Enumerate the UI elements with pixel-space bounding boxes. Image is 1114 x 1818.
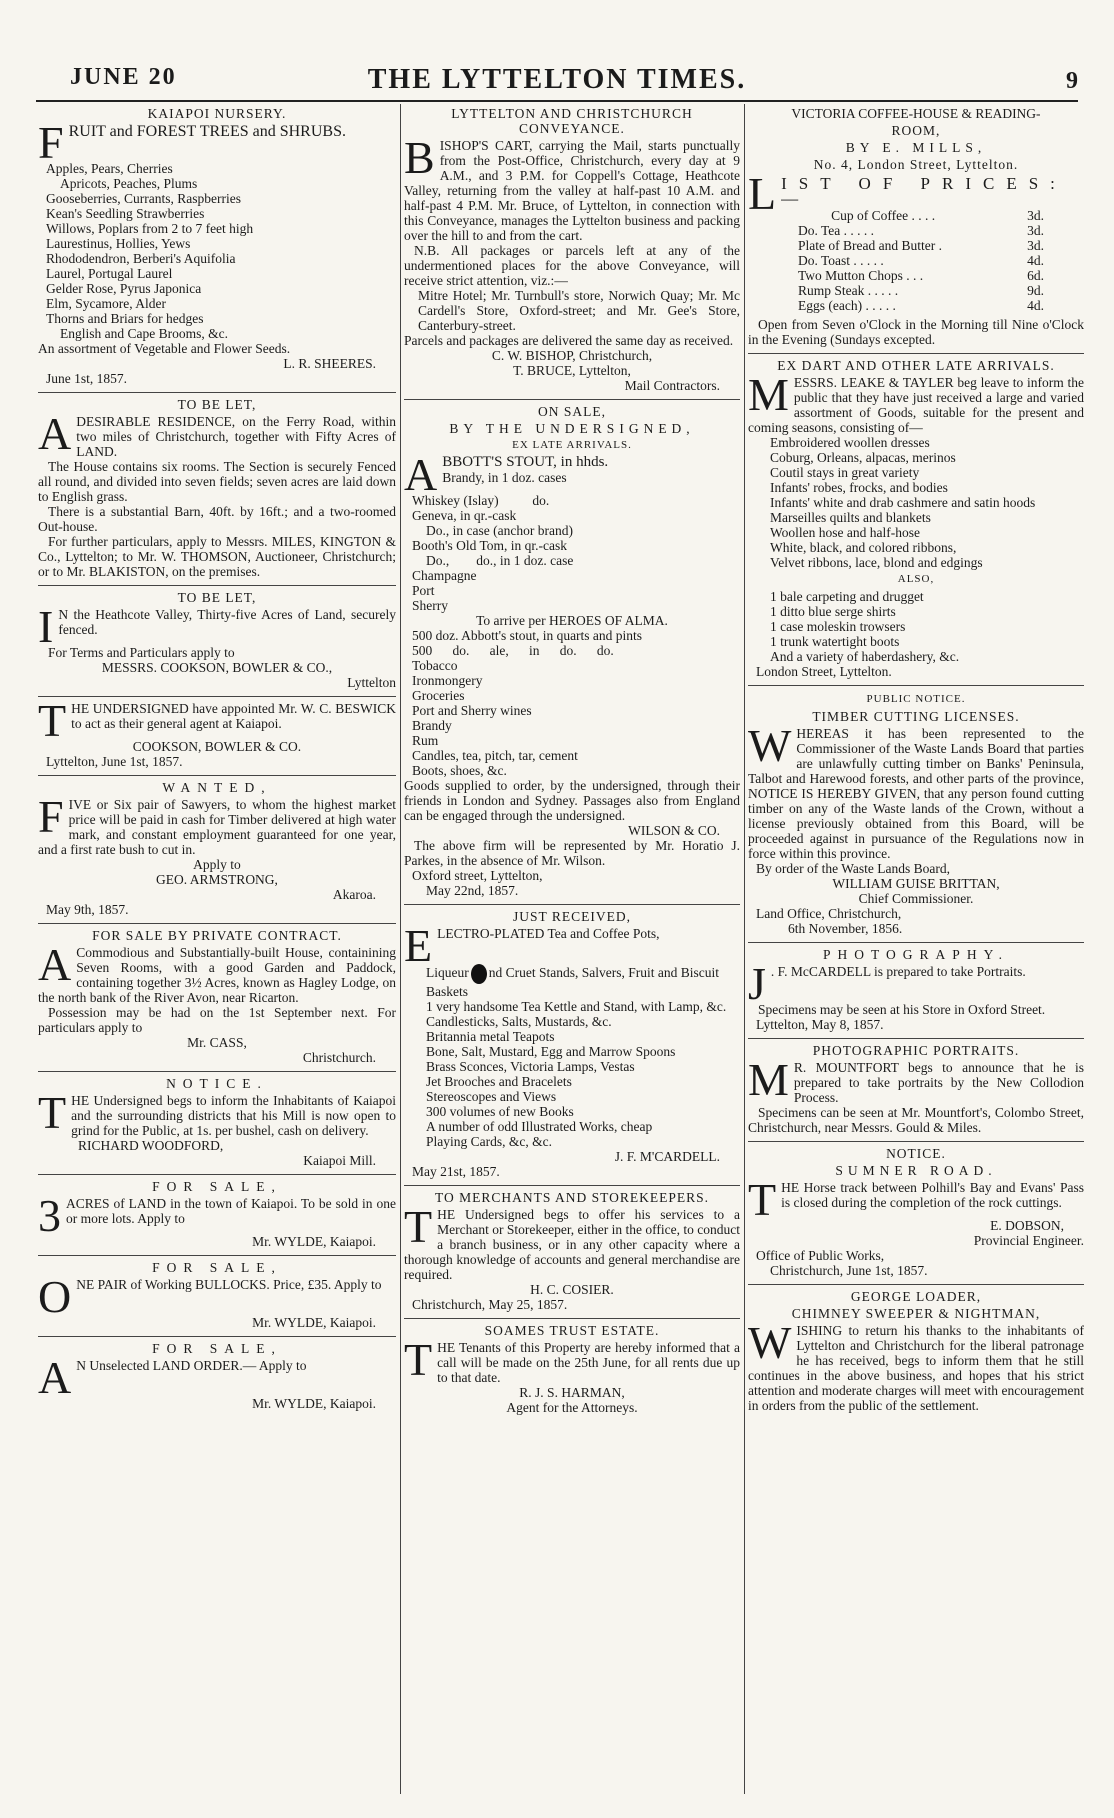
list-item: Brass Sconces, Victoria Lamps, Vestas: [426, 1059, 635, 1074]
ad-address: London Street, Lyttelton.: [756, 664, 892, 679]
ad-body: . F. McCARDELL is prepared to take Portraits.: [770, 964, 1026, 979]
drop-cap: A: [404, 449, 438, 500]
ad-title: FOR SALE,: [152, 1341, 282, 1356]
ad-signer: WILLIAM GUISE BRITTAN,: [832, 876, 1000, 891]
drop-cap: I: [38, 601, 54, 652]
ad-signer: E. DOBSON,: [990, 1218, 1064, 1233]
price-value: 9d.: [1027, 283, 1044, 298]
ad-body: DESIRABLE RESIDENCE, on the Ferry Road, within two miles of Christchurch, together with Fifty Acres of LAND.: [76, 414, 396, 459]
ad-place: Akaroa.: [332, 887, 376, 902]
ad-date: Lyttelton, May 8, 1857.: [756, 1017, 884, 1032]
list-item: Do., in case (anchor brand): [426, 523, 573, 538]
list-item: Gooseberries, Currants, Raspberries: [46, 191, 241, 206]
ad-body: HE Horse track between Polhill's Bay and Evans' Pass is closed during the completion of the rock cuttings.: [781, 1180, 1084, 1210]
ad-body: R. MOUNTFORT begs to announce that he is prepared to take portraits by the New Collodion Process.: [793, 1060, 1084, 1105]
drop-cap: O: [38, 1271, 72, 1322]
ad-paragraph: There is a substantial Barn, 40ft. by 16ft.; and a two-roomed Out-house.: [38, 504, 396, 534]
ad-address: Oxford street, Lyttelton,: [412, 868, 543, 883]
list-item: Candles, tea, pitch, tar, cement: [412, 748, 578, 763]
list-item: Britannia metal Teapots: [426, 1029, 555, 1044]
ad-paragraph: Goods supplied to order, by the undersigned, through their friends in London and Sydney. Passages also from England can be engaged through the undersigned.: [404, 778, 740, 823]
ad-body: HE Undersigned begs to inform the Inhabitants of Kaiapoi and the surrounding districts that his Mill is now open to grind for the Public, at 1s. per bushel, cash on delivery.: [71, 1093, 396, 1138]
ad-paragraph: Open from Seven o'Clock in the Morning till Nine o'Clock in the Evening (Sundays excepted.: [748, 317, 1084, 347]
drop-cap: M: [748, 1054, 789, 1105]
list-item: Coburg, Orleans, alpacas, merinos: [770, 450, 956, 465]
list-item: Elm, Sycamore, Alder: [46, 296, 166, 311]
ad-for-sale-land-order: [38, 1336, 396, 1411]
column-divider: [744, 104, 745, 1794]
ad-title: JUST RECEIVED,: [512, 909, 631, 924]
ad-intro: RUIT and FOREST TREES and SHRUBS.: [68, 123, 346, 140]
ad-paragraph: For further particulars, apply to Messrs. MILES, KINGTON & Co., Lyttelton; to Mr. W. THOMSON, Auctioneer, Christchurch; or to Mr. BLAKISTON, on the premises.: [38, 534, 396, 579]
ad-title: ON SALE,: [538, 404, 606, 419]
ad-mill-notice: [38, 1071, 396, 1168]
price-value: 3d.: [1027, 223, 1044, 238]
price-list-title: IST OF PRICES:—: [781, 174, 1067, 208]
ad-signer: MESSRS. COOKSON, BOWLER & CO.,: [101, 660, 333, 675]
page-number: 9: [1066, 68, 1078, 94]
list-item: Brandy: [412, 718, 452, 733]
ad-text: Liqueur: [426, 965, 469, 981]
ad-paragraph: Possession may be had on the 1st September next. For particulars apply to: [38, 1005, 396, 1035]
list-item: Embroidered woollen dresses: [770, 435, 930, 450]
ad-body: HE UNDERSIGNED have appointed Mr. W. C. BESWICK to act as their general agent at Kaiapoi.: [71, 701, 396, 731]
price-row: [748, 283, 1084, 298]
ad-title: FOR SALE BY PRIVATE CONTRACT.: [92, 928, 342, 943]
list-item: Thorns and Briars for hedges: [46, 311, 204, 326]
list-item: English and Cape Brooms, &c.: [60, 326, 228, 341]
ad-role: Provincial Engineer.: [973, 1233, 1084, 1248]
drop-cap: A: [38, 1352, 72, 1403]
ad-address: Land Office, Christchurch,: [756, 906, 902, 921]
header-rule: [36, 100, 1078, 102]
list-item: Tobacco: [412, 658, 458, 673]
ad-byline: BY E. MILLS,: [845, 140, 987, 155]
price-row: [748, 298, 1084, 313]
ad-body: ISHOP'S CART, carrying the Mail, starts punctually from the Post-Office, Christchurch, every day at 9 A.M., and 3 P.M. for Coppell's Cottage, Heathcote Valley, returning from the valley at half-past 10 A.M. and half-past 4 P.M. Mr. Bruce, of Lyttelton, in connection with this Conveyance, manages the Lyttelton business and packing over the hill to and from the cart.: [404, 138, 740, 243]
drop-cap: T: [748, 1174, 777, 1225]
ink-blot-mark: [471, 964, 487, 984]
ad-title: GEORGE LOADER,: [850, 1289, 982, 1304]
ad-kaiapoi-nursery: [38, 106, 396, 386]
ad-body: ESSRS. LEAKE & TAYLER beg leave to inform the public that they have just received a large and varied assortment of Goods, suitable for the present and coming seasons, consisting of—: [748, 375, 1084, 435]
ad-subtitle: EX LATE ARRIVALS.: [512, 439, 632, 451]
price-row: [748, 268, 1084, 283]
ad-photography: [748, 942, 1084, 1032]
ad-date: June 1st, 1857.: [46, 371, 127, 386]
ad-title: TO MERCHANTS AND STOREKEEPERS.: [434, 1190, 710, 1205]
ad-signer: GEO. ARMSTRONG,: [156, 872, 278, 887]
list-item: 500 do. ale, in do. do.: [412, 643, 614, 658]
ad-apply: Apply to: [193, 857, 241, 872]
list-item: Laurestinus, Hollies, Yews: [46, 236, 191, 251]
newspaper-title: THE LYTTELTON TIMES.: [367, 64, 747, 95]
ad-title: PHOTOGRAPHY.: [823, 947, 1009, 962]
ad-paragraph: Parcels and packages are delivered the same day as received.: [404, 333, 734, 348]
ad-signer: Mr. WYLDE, Kaiapoi.: [252, 1396, 376, 1411]
list-item: 1 bale carpeting and drugget: [770, 589, 924, 604]
ad-paragraph: Mitre Hotel; Mr. Turnbull's store, Norwich Quay; Mr. Mc Cardell's Store, Oxford-street; and Mr. Gee's Store, Canterbury-street.: [418, 288, 740, 333]
list-item: And a variety of haberdashery, &c.: [770, 649, 960, 664]
ad-role: Mail Contractors.: [624, 378, 720, 393]
ad-date: Christchurch, May 25, 1857.: [412, 1297, 568, 1312]
ad-signer: C. W. BISHOP, Christchurch,: [491, 348, 653, 363]
list-item: Coutil stays in great variety: [770, 465, 920, 480]
ad-conveyance: [404, 106, 740, 393]
ad-body: N the Heathcote Valley, Thirty-five Acres of Land, securely fenced.: [58, 607, 396, 637]
ad-private-contract: [38, 923, 396, 1065]
ad-title: TO BE LET,: [177, 397, 257, 412]
list-item: Bone, Salt, Mustard, Egg and Marrow Spoons: [426, 1044, 676, 1059]
ad-date: 6th November, 1856.: [788, 921, 903, 936]
ad-signer: Mr. WYLDE, Kaiapoi.: [252, 1315, 376, 1330]
ad-body-line: [404, 964, 740, 999]
list-item: Groceries: [412, 688, 465, 703]
drop-cap: M: [748, 369, 789, 420]
ad-body: ACRES of LAND in the town of Kaiapoi. To be sold in one or more lots. Apply to: [66, 1196, 396, 1226]
ad-title: SOAMES TRUST ESTATE.: [484, 1323, 660, 1338]
ad-paragraph: Specimens can be seen at Mr. Mountfort's, Colombo Street, Christchurch, near Messrs. Gould & Miles.: [748, 1105, 1084, 1135]
list-item: Booth's Old Tom, in qr.-cask: [412, 538, 567, 553]
price-row: [748, 253, 1084, 268]
column-3: [748, 106, 1084, 1796]
list-item: Whiskey (Islay) do.: [412, 493, 550, 508]
ad-footer: An assortment of Vegetable and Flower Seeds.: [38, 341, 291, 356]
drop-cap: T: [38, 695, 67, 746]
drop-cap: E: [404, 920, 433, 971]
price-value: 4d.: [1027, 253, 1044, 268]
list-item: Playing Cards, &c, &c.: [426, 1134, 552, 1149]
ad-paragraph: For Terms and Particulars apply to: [48, 645, 235, 660]
ad-paragraph: The House contains six rooms. The Section is securely Fenced all round, and divided into seven fields; seven acres are laid down to English grass.: [38, 459, 396, 504]
list-item: Stereoscopes and Views: [426, 1089, 557, 1104]
column-divider: [400, 104, 401, 1794]
ad-signer: WILSON & CO.: [628, 823, 720, 838]
ad-body: LECTRO-PLATED Tea and Coffee Pots,: [437, 926, 660, 941]
price-row: [748, 223, 1084, 238]
list-item: Infants' robes, frocks, and bodies: [770, 480, 948, 495]
ad-for-sale-bullocks: [38, 1255, 396, 1330]
drop-cap: T: [404, 1201, 433, 1252]
drop-cap: A: [38, 408, 72, 459]
price-item: Plate of Bread and Butter .: [798, 238, 942, 253]
ad-title: FOR SALE,: [152, 1260, 282, 1275]
list-item: Marseilles quilts and blankets: [770, 510, 931, 525]
page-header: [36, 64, 1078, 98]
ad-leake-tayler: [748, 353, 1084, 679]
list-item: White, black, and colored ribbons,: [770, 540, 957, 555]
list-item: Gelder Rose, Pyrus Japonica: [46, 281, 202, 296]
ad-address: No. 4, London Street, Lyttelton.: [813, 157, 1019, 172]
list-item: Geneva, in qr.-cask: [412, 508, 517, 523]
list-item: Kean's Seedling Strawberries: [46, 206, 205, 221]
ad-body: HE Tenants of this Property are hereby informed that a call will be made on the 25th June, for all rents due up to that date.: [437, 1340, 740, 1385]
ad-date: May 21st, 1857.: [412, 1164, 500, 1179]
ad-date: May 9th, 1857.: [46, 902, 129, 917]
price-item: Two Mutton Chops . . .: [798, 268, 924, 283]
ad-title: VICTORIA COFFEE-HOUSE & READING-: [791, 106, 1041, 121]
list-item: Port and Sherry wines: [412, 703, 532, 718]
ad-sumner-road: [748, 1141, 1084, 1278]
ad-body: Commodious and Substantially-built House, containining Seven Rooms, with a good Garden and Paddock, containing together 3½ Acres, known as Hagley Lodge, on the north bank of the River Avon, near Ricarton.: [38, 945, 396, 1005]
list-item: A number of odd Illustrated Works, cheap: [426, 1119, 653, 1134]
price-item: Rump Steak . . . . .: [798, 283, 899, 298]
drop-cap: T: [404, 1334, 433, 1385]
ad-signer: L. R. SHEERES.: [283, 356, 376, 371]
ad-paragraph: N.B. All packages or parcels left at any of the undermentioned places for the above Conveyance, will receive strict attention, viz.:—: [404, 243, 740, 288]
ad-on-sale: [404, 399, 740, 898]
drop-cap: A: [38, 939, 72, 990]
ad-title: ROOM,: [891, 123, 941, 138]
ad-body: N Unselected LAND ORDER.— Apply to: [76, 1358, 307, 1373]
ad-soames-trust: [404, 1318, 740, 1415]
drop-cap: W: [748, 720, 792, 771]
drop-cap: J: [748, 958, 766, 1009]
list-item: Rhododendron, Berberi's Aquifolia: [46, 251, 236, 266]
drop-cap: W: [748, 1317, 792, 1368]
list-item: Willows, Poplars from 2 to 7 feet high: [46, 221, 254, 236]
ad-title: PHOTOGRAPHIC PORTRAITS.: [812, 1043, 1020, 1058]
list-item: Ironmongery: [412, 673, 483, 688]
list-item: 1 ditto blue serge shirts: [770, 604, 896, 619]
drop-cap: B: [404, 132, 435, 183]
list-item: 1 case moleskin trowsers: [770, 619, 906, 634]
list-item: Apricots, Peaches, Plums: [60, 176, 198, 191]
ad-title: KAIAPOI NURSERY.: [147, 106, 287, 121]
price-value: 3d.: [1027, 208, 1044, 223]
ad-beswick-agent: [38, 696, 396, 769]
ad-title: TIMBER CUTTING LICENSES.: [812, 709, 1020, 724]
price-item: Eggs (each) . . . . .: [798, 298, 896, 313]
ad-body: HEREAS it has been represented to the Commissioner of the Waste Lands Board that parties are unlawfully cutting timber on Banks' Peninsula, Talbot and Harewood forests, and other parts of the province, NOTICE IS HEREBY GIVEN, that any person found cutting timber on any of the Waste lands of the Crown, without a license previously obtained from this Board, will be proceeded against in pursuance of the Regulations now in force within this province.: [748, 726, 1084, 861]
ad-signer: R. J. S. HARMAN,: [519, 1385, 625, 1400]
list-item: Port: [412, 583, 435, 598]
ad-title: TO BE LET,: [177, 590, 257, 605]
ad-title: EX DART AND OTHER LATE ARRIVALS.: [777, 358, 1055, 373]
ad-date: Lyttelton, June 1st, 1857.: [46, 754, 183, 769]
list-item: Brandy, in 1 doz. cases: [442, 470, 567, 485]
ad-heathcote-to-let: [38, 585, 396, 690]
ad-place: Kaiapoi Mill.: [303, 1153, 376, 1168]
list-item: Infants' white and drab cashmere and satin hoods: [770, 495, 1036, 510]
ad-paragraph: Specimens may be seen at his Store in Oxford Street.: [758, 1002, 1046, 1017]
ad-title: FOR SALE,: [152, 1179, 282, 1194]
list-item: 500 doz. Abbott's stout, in quarts and pints: [412, 628, 643, 643]
ad-body: HE Undersigned begs to offer his services to a Merchant or Storekeeper, either in the office, to conduct a branch business, or in any other capacity where a thorough knowledge of accounts and general merchandise are required.: [404, 1207, 740, 1282]
issue-date: JUNE 20: [70, 64, 177, 90]
list-item: 1 very handsome Tea Kettle and Stand, with Lamp, &c.: [426, 999, 727, 1014]
ad-wanted-sawyers: [38, 775, 396, 917]
ad-arrive: To arrive per HEROES OF ALMA.: [476, 613, 668, 628]
list-item: Jet Brooches and Bracelets: [426, 1074, 572, 1089]
ad-kicker: PUBLIC NOTICE.: [866, 693, 966, 705]
ad-title: NOTICE.: [886, 1146, 946, 1161]
column-1: [38, 106, 396, 1796]
list-item: Rum: [412, 733, 439, 748]
ad-title: LYTTELTON AND CHRISTCHURCH CONVEYANCE.: [451, 106, 693, 136]
ad-role: Chief Commissioner.: [858, 891, 974, 906]
ad-title: WANTED,: [162, 780, 272, 795]
ad-signer: RICHARD WOODFORD,: [78, 1138, 224, 1153]
list-item: Candlesticks, Salts, Mustards, &c.: [426, 1014, 612, 1029]
ad-signer: Mr. CASS,: [187, 1035, 247, 1050]
drop-cap: T: [38, 1087, 67, 1138]
ad-body: ISHING to return his thanks to the inhabitants of Lyttelton and Christchurch for the liberal patronage he has received, begs to inform them that he still continues in the above business, and hopes that his strict attention and moderate charges will meet with encouragement in orders from the public of the settlement.: [748, 1323, 1084, 1413]
ad-residence-to-let: [38, 392, 396, 579]
ad-timber-licenses: [748, 685, 1084, 936]
ad-just-received: [404, 904, 740, 1179]
list-item: Laurel, Portugal Laurel: [46, 266, 173, 281]
ad-date: May 22nd, 1857.: [426, 883, 519, 898]
ad-title: NOTICE.: [166, 1076, 268, 1091]
drop-cap: F: [38, 791, 64, 842]
column-2: [404, 106, 740, 1796]
list-item: Boots, shoes, &c.: [412, 763, 507, 778]
price-item: Do. Toast . . . . .: [798, 253, 884, 268]
drop-cap: 3: [38, 1190, 61, 1241]
list-item: Apples, Pears, Cherries: [46, 161, 173, 176]
ad-subtitle: ALSO,: [897, 573, 935, 585]
ad-for-sale-land: [38, 1174, 396, 1249]
price-row: [748, 238, 1084, 253]
price-value: 3d.: [1027, 238, 1044, 253]
list-item: 300 volumes of new Books: [426, 1104, 574, 1119]
ad-body: NE PAIR of Working BULLOCKS. Price, £35. Apply to: [76, 1277, 382, 1292]
ad-signer: T. BRUCE, Lyttelton,: [513, 363, 631, 378]
price-value: 6d.: [1027, 268, 1044, 283]
ad-place: Christchurch.: [302, 1050, 376, 1065]
list-item: Sherry: [412, 598, 448, 613]
list-item: Champagne: [412, 568, 477, 583]
ad-date: Christchurch, June 1st, 1857.: [770, 1263, 928, 1278]
ad-body: IVE or Six pair of Sawyers, to whom the highest market price will be paid in cash for Timber delivered at high water mark, and constant employment guaranteed for one year, and a first rate bush to cut in.: [38, 797, 396, 857]
ad-title: CHIMNEY SWEEPER & NIGHTMAN,: [791, 1306, 1041, 1321]
ad-signer: Mr. WYLDE, Kaiapoi.: [252, 1234, 376, 1249]
ad-photographic-portraits: [748, 1038, 1084, 1135]
price-item: Cup of Coffee . . . .: [831, 208, 936, 223]
list-item: Velvet ribbons, lace, blond and edgings: [770, 555, 983, 570]
list-item: Woollen hose and half-hose: [770, 525, 920, 540]
list-item: 1 trunk watertight boots: [770, 634, 900, 649]
ad-paragraph: The above firm will be represented by Mr. Horatio J. Parkes, in the absence of Mr. Wilson.: [404, 838, 740, 868]
ad-address: Office of Public Works,: [756, 1248, 885, 1263]
price-row: [781, 208, 1084, 223]
ad-text: nd Cruet Stands, Salvers, Fruit and Biscuit Baskets: [426, 965, 719, 999]
ad-place: Lyttelton: [347, 675, 396, 690]
ad-paragraph: By order of the Waste Lands Board,: [756, 861, 950, 876]
list-item: Do., do., in 1 doz. case: [426, 553, 574, 568]
ad-byline: BY THE UNDERSIGNED,: [449, 421, 695, 436]
ad-subtitle: SUMNER ROAD.: [835, 1163, 997, 1178]
ad-role: Agent for the Attorneys.: [506, 1400, 638, 1415]
ad-george-loader: [748, 1284, 1084, 1413]
drop-cap: L: [748, 168, 777, 219]
ad-signer: H. C. COSIER.: [530, 1282, 614, 1297]
ad-coffee-house: [748, 106, 1084, 347]
ad-signer: J. F. M'CARDELL.: [614, 1149, 720, 1164]
ad-merchants: [404, 1185, 740, 1312]
drop-cap: F: [38, 117, 64, 168]
price-value: 4d.: [1027, 298, 1044, 313]
ad-signer: COOKSON, BOWLER & CO.: [132, 739, 302, 754]
price-item: Do. Tea . . . . .: [798, 223, 875, 238]
list-item: BBOTT'S STOUT, in hhds.: [442, 454, 609, 470]
